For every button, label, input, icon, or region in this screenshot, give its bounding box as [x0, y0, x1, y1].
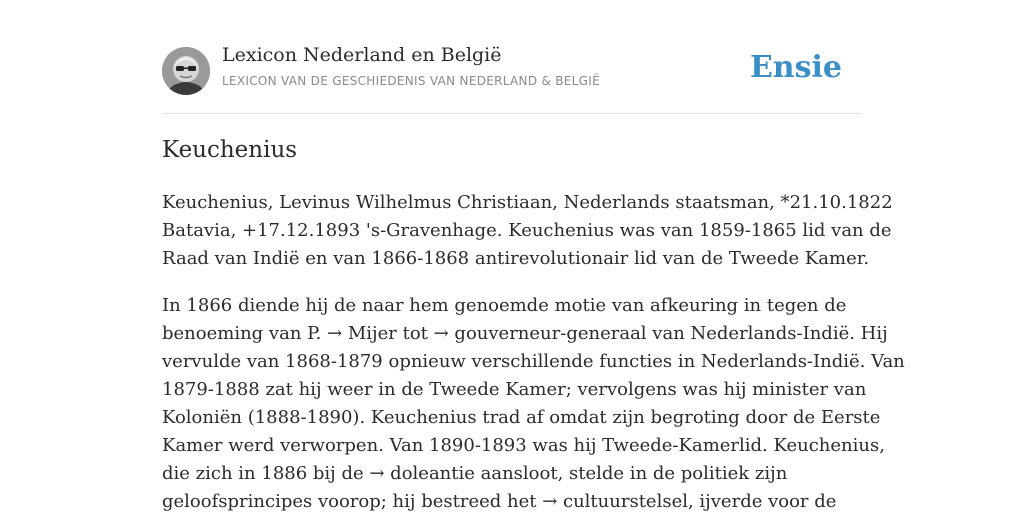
text-line: Raad van Indië en van 1866-1868 antirevolutionair lid van de Tweede Kamer.	[162, 248, 870, 269]
source-subtitle: LEXICON VAN DE GESCHIEDENIS VAN NEDERLAND & BELGIË	[222, 74, 600, 88]
text-line: vervulde van 1868-1879 opnieuw verschillende functies in Nederlands-Indië. Van	[162, 351, 905, 372]
content-container	[162, 0, 905, 512]
text-line: 1879-1888 zat hij weer in de Tweede Kamer; vervolgens was hij minister van	[162, 379, 867, 400]
header	[162, 0, 862, 114]
author-avatar[interactable]	[162, 47, 210, 95]
person-photo-icon	[162, 47, 210, 95]
text-line-with-link[interactable]: die zich in 1886 bij de → doleantie aansloot, stelde in de politiek zijn	[162, 463, 788, 484]
text-line: In 1866 diende hij de naar hem genoemde motie van afkeuring in tegen de	[162, 295, 847, 316]
article-title: Keuchenius	[162, 137, 298, 163]
source-name[interactable]: Lexicon Nederland en België	[222, 44, 502, 66]
text-line: Keuchenius, Levinus Wilhelmus Christiaan, Nederlands staatsman, *21.10.1822	[162, 192, 893, 213]
paragraph-1	[162, 189, 893, 273]
paragraph-2	[162, 292, 905, 512]
text-line: Batavia, +17.12.1893 's-Gravenhage. Keuchenius was van 1859-1865 lid van de	[162, 220, 892, 241]
article-body	[162, 189, 905, 512]
text-line: Koloniën (1888-1890). Keuchenius trad af omdat zijn begroting door de Eerste	[162, 407, 881, 428]
text-line-with-link[interactable]: geloofsprincipes voorop; hij bestreed het → cultuurstelsel, ijverde voor de	[162, 491, 837, 512]
text-line: Kamer werd verworpen. Van 1890-1893 was hij Tweede-Kamerlid. Keuchenius,	[162, 435, 885, 456]
text-line-with-links[interactable]: benoeming van P. → Mijer tot → gouverneur-generaal van Nederlands-Indië. Hij	[162, 323, 888, 344]
brand-logo[interactable]: Ensie	[749, 50, 842, 85]
